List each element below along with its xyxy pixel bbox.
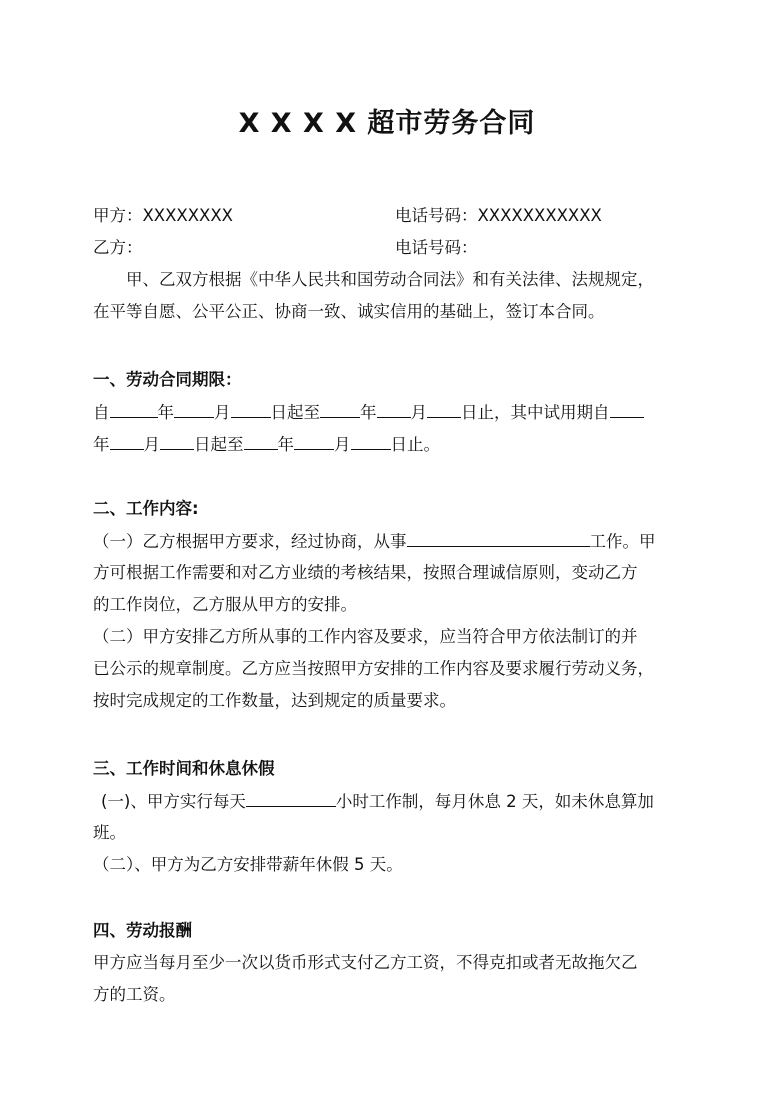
section2-p1-line-1 [93, 528, 656, 555]
section2-heading: 二、工作内容: [93, 499, 199, 518]
party-a-label: 甲方： [93, 206, 143, 225]
text-month: 月 [410, 403, 427, 422]
blank-probation-year [610, 399, 644, 418]
section2-p1-line-3: 的工作岗位，乙方服从甲方的安排。 [93, 595, 357, 614]
text-day-end-probation: 日止，其中试用期自 [461, 403, 610, 422]
party-b-phone-line [395, 235, 478, 261]
party-a-value: XXXXXXXX [142, 206, 233, 225]
party-b-line [93, 235, 143, 261]
text-hours-intro: (一)、甲方实行每天 [101, 792, 246, 811]
text-day-to: 日起至 [270, 403, 320, 422]
text-month: 月 [334, 435, 351, 454]
text-hours-end: 小时工作制，每月休息 2 天，如未休息算加 [335, 792, 654, 811]
section1-heading: 一、劳动合同期限： [93, 370, 242, 389]
text-day-to: 日起至 [194, 435, 244, 454]
section3-p1-line-1 [101, 788, 654, 815]
section1-line-2 [93, 431, 440, 458]
section2-p2-line-2: 已公示的规章制度。乙方应当按照甲方安排的工作内容及要求履行劳动义务， [93, 659, 654, 678]
section3-p1-line-2: 班。 [93, 823, 126, 842]
text-year: 年 [277, 435, 294, 454]
section3-p2: （二）、甲方为乙方安排带薪年休假 5 天。 [93, 855, 403, 874]
blank-month-start [174, 399, 214, 418]
blank-probation-end-month [294, 431, 334, 450]
text-job-end: 工作。甲 [589, 532, 656, 551]
intro-line-1: 甲、乙双方根据《中华人民共和国劳动合同法》和有关法律、法规规定， [126, 270, 654, 289]
blank-year-end [320, 399, 360, 418]
section4-line-1: 甲方应当每月至少一次以货币形式支付乙方工资，不得克扣或者无故拖欠乙 [93, 953, 638, 972]
party-b-label: 乙方： [93, 238, 143, 257]
intro-line-2: 在平等自愿、公平公正、协商一致、诚实信用的基础上，签订本合同。 [93, 302, 605, 321]
text-year: 年 [93, 435, 110, 454]
blank-job-title [407, 528, 590, 547]
blank-probation-end-year [244, 431, 278, 450]
document-title: X X X X 超市劳务合同 [238, 108, 536, 139]
section2-p1-line-2: 方可根据工作需要和对乙方业绩的考核结果，按照合理诚信原则，变动乙方 [93, 563, 638, 582]
blank-hours-per-day [246, 788, 336, 807]
party-a-line [93, 203, 233, 229]
party-b-phone-label: 电话号码： [395, 238, 478, 257]
text-year: 年 [360, 403, 377, 422]
blank-day-end [427, 399, 461, 418]
blank-year-start [110, 399, 158, 418]
section1-line-1 [93, 399, 644, 426]
section4-line-2: 方的工资。 [93, 985, 176, 1004]
text-year: 年 [157, 403, 174, 422]
blank-probation-end-day [351, 431, 391, 450]
text-from: 自 [93, 403, 110, 422]
text-month: 月 [143, 435, 160, 454]
blank-probation-month [110, 431, 144, 450]
section2-p2-line-3: 按时完成规定的工作数量，达到规定的质量要求。 [93, 691, 456, 710]
text-day-end: 日止。 [390, 435, 440, 454]
party-a-phone-value: XXXXXXXXXXX [477, 206, 602, 225]
blank-day-start [231, 399, 271, 418]
section2-p2-line-1: （二）甲方安排乙方所从事的工作内容及要求，应当符合甲方依法制订的并 [93, 627, 638, 646]
party-a-phone-label: 电话号码： [395, 206, 478, 225]
blank-month-end [377, 399, 411, 418]
text-job-intro: （一）乙方根据甲方要求，经过协商，从事 [93, 532, 407, 551]
blank-probation-day [160, 431, 194, 450]
party-a-phone-line [395, 203, 602, 229]
text-month: 月 [214, 403, 231, 422]
section3-heading: 三、工作时间和休息休假 [93, 759, 275, 778]
section4-heading: 四、劳动报酬 [93, 921, 192, 940]
